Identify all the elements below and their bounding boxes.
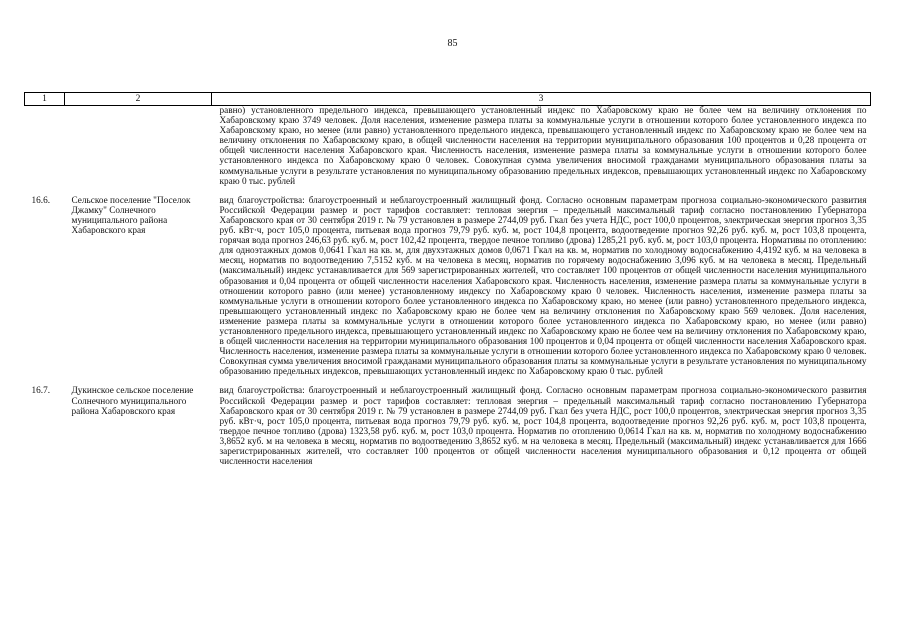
municipality-name: [65, 106, 212, 196]
table-row: [25, 196, 871, 387]
column-header-2: 2: [65, 93, 212, 106]
row-number: 16.6.: [31, 195, 50, 206]
page-number: 85: [447, 38, 458, 49]
municipality-name: Сельское поселение "Поселок Джамку" Солнечного муниципального района Хабаровского края: [71, 195, 191, 237]
table-row: [25, 106, 871, 196]
row-number: [25, 106, 65, 196]
tariff-table: [24, 92, 871, 476]
table-header-row: [25, 93, 871, 106]
table-row: [25, 386, 871, 476]
row-description: равно) установленного предельного индекса, превышающего установленный индекс по Хабаровскому краю не более чем на величину отклонения по Хабаровскому краю 3749 человек. Доля населения, изменение размера платы за коммунальные услуги в отношении которого более установленного индекса по Хабаровскому краю, но менее (или равно) установленного предельного индекса, превышающего установленный индекс по Хабаровскому краю не более чем на величину отклонения по Хабаровскому краю, в общей численности населения на территории муниципального образования 100 процентов и 0,28 процента от общей численности населения Хабаровского края. Численность населения, изменение размера платы за коммунальные услуги в отношении которого более установленного индекса по Хабаровскому краю 0 человек. Совокупная сумма увеличения вносимой гражданами муниципального образования платы за коммунальные услуги в результате установления по муниципальному образованию предельных индексов, превышающих установленный индекс по Хабаровскому краю 0 тыс. рублей: [219, 106, 867, 187]
row-number: 16.7.: [31, 386, 50, 397]
row-description: вид благоустройства: благоустроенный и неблагоустроенный жилищный фонд. Согласно основным параметрам прогноза социально-экономического развития Российской Федерации размер и рост тарифов составляет: тепловая энергия – предельный максимальный тариф согласно постановлению Губернатора Хабаровского края от 30 сентября 2019 г. № 79 установлен в размере 2744,09 руб. Гкал без учета НДС, рост 100,0 процентов, электрическая энергия прогноз 3,35 руб. кВт·ч, рост 105,0 процента, питьевая вода прогноз 79,79 руб. куб. м, рост 104,8 процента, водоотведение прогноз 92,26 руб. куб. м, рост 103,8 процента, горячая вода прогноз 246,63 руб. куб. м, рост 102,42 процента, твердое печное топливо (дрова) 1285,21 руб. куб. м, рост 103,0 процента. Нормативы по отоплению: для одноэтажных домов 0,0641 Гкал на кв. м, для двухэтажных домов 0,0671 Гкал на кв. м, норматив по холодному водоснабжению 4,4192 куб. м на человека в месяц, норматив по водоотведению 7,5152 куб. м на человека в месяц, норматив по горячему водоснабжению 3,096 куб. м на человека в месяц. Предельный (максимальный) индекс устанавливается для 569 зарегистрированных жителей, что составляет 100 процентов от общей численности населения муниципального образования и 0,04 процента от общей численности населения Хабаровского края. Численность населения, изменение размера платы за коммунальные услуги в отношении которого равно (или менее) установленному индексу по Хабаровскому краю 0 человек. Численность населения, изменение размера платы за коммунальные услуги в отношении которого более установленного индекса по Хабаровскому краю, но менее (или равно) установленного предельного индекса, превышающего установленный индекс по Хабаровскому краю не более чем на величину отклонения по Хабаровскому краю 569 человек. Доля населения, изменение размера платы за коммунальные услуги в отношении которого более установленного индекса по Хабаровскому краю, но менее (или равно) установленного предельного индекса, превышающего установленный индекс по Хабаровскому краю не более чем на величину отклонения по Хабаровскому краю, в общей численности населения на территории муниципального образования 100 процентов и 0,04 процента от общей численности населения Хабаровского края. Численность населения, изменение размера платы за коммунальные услуги в отношении которого более установленного индекса по Хабаровскому краю 0 человек. Совокупная сумма увеличения вносимой гражданами муниципального образования платы за коммунальные услуги в результате установления по муниципальному образованию предельных индексов, превышающих установленный индекс по Хабаровскому краю 0 тыс. рублей: [219, 195, 867, 378]
municipality-name: Дукинское сельское поселение Солнечного муниципального района Хабаровского края: [71, 386, 194, 417]
row-description: вид благоустройства: благоустроенный и неблагоустроенный жилищный фонд. Согласно основным параметрам прогноза социально-экономического развития Российской Федерации размер и рост тарифов составляет: тепловая энергия – предельный максимальный тариф согласно постановлению Губернатора Хабаровского края от 30 сентября 2019 г. № 79 установлен в размере 2744,09 руб. Гкал без учета НДС, рост 100,0 процентов, электрическая энергия прогноз 3,35 руб. кВт·ч, рост 105,0 процента, питьевая вода прогноз 79,79 руб. куб. м, рост 104,8 процента, водоотведение прогноз 92,26 руб. куб. м, рост 103,8 процента, твердое печное топливо (дрова) 1323,58 руб. куб. м, рост 103,0 процента. Норматив по отоплению 0,0614 Гкал на кв. м, норматив по холодному водоснабжению 3,8652 куб. м на человека в месяц, норматив по водоотведению 3,8652 куб. м на человека в месяц. Предельный (максимальный) индекс устанавливается для 1666 зарегистрированных жителей, что составляет 100 процентов от общей численности населения муниципального образования и 0,12 процента от общей численности населения: [219, 386, 867, 468]
column-header-1: 1: [25, 93, 65, 106]
column-header-3: 3: [212, 93, 871, 106]
